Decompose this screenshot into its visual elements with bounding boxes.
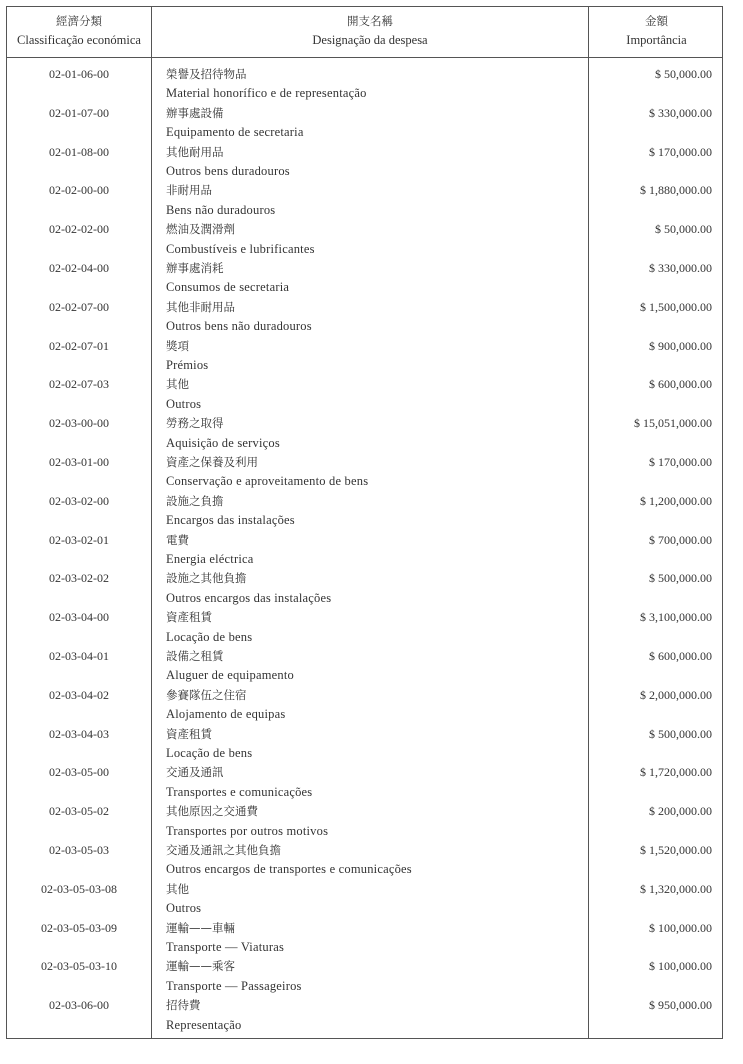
- amount: $ 900,000.00: [649, 338, 712, 353]
- designation-pt: Outros: [166, 396, 202, 411]
- designation-zh: 其他: [166, 881, 189, 896]
- designation: [166, 298, 586, 337]
- table-row: [7, 337, 722, 376]
- header-amount: [589, 12, 724, 50]
- designation-zh: 辦事處消耗: [166, 260, 224, 275]
- designation: [166, 337, 586, 376]
- designation: [166, 686, 586, 725]
- classification-code: 02-02-07-03: [49, 377, 109, 392]
- classification-code: 02-01-06-00: [49, 67, 109, 81]
- designation-pt: Representação: [166, 1017, 242, 1032]
- designation: [166, 841, 586, 880]
- amount: $ 950,000.00: [649, 998, 712, 1013]
- table-row: [7, 298, 722, 337]
- designation-zh: 其他耐用品: [166, 144, 224, 159]
- amount: $ 100,000.00: [649, 920, 712, 935]
- classification-code: 02-03-00-00: [49, 416, 109, 431]
- designation-pt: Consumos de secretaria: [166, 280, 290, 295]
- classification-code: 02-03-04-01: [49, 648, 109, 663]
- classification-code: 02-03-05-02: [49, 804, 109, 819]
- table-row: [7, 375, 722, 414]
- designation: [166, 181, 586, 220]
- classification-code: 02-02-04-00: [49, 260, 109, 275]
- amount: $ 500,000.00: [649, 571, 712, 586]
- amount: $ 100,000.00: [649, 959, 712, 974]
- designation-zh: 設備之租賃: [166, 648, 224, 663]
- table-row: [7, 880, 722, 919]
- designation-pt: Locação de bens: [166, 629, 253, 644]
- classification-code: 02-03-02-02: [49, 571, 109, 586]
- table-row: [7, 802, 722, 841]
- designation: [166, 725, 586, 764]
- designation: [166, 569, 586, 608]
- table-row: [7, 957, 722, 996]
- header-amount-zh: 金額: [645, 14, 668, 28]
- table-row: [7, 259, 722, 298]
- table-row: [7, 104, 722, 143]
- amount: $ 330,000.00: [649, 105, 712, 120]
- designation: [166, 996, 586, 1035]
- classification-code: 02-02-07-00: [49, 299, 109, 314]
- header-amount-pt: Importância: [626, 33, 687, 47]
- table-row: [7, 919, 722, 958]
- designation-zh: 交通及通訊: [166, 765, 224, 780]
- amount: $ 50,000.00: [655, 67, 712, 81]
- designation: [166, 492, 586, 531]
- table-row: [7, 181, 722, 220]
- designation-pt: Prémios: [166, 357, 209, 372]
- designation-pt: Material honorífico e de representação: [166, 86, 367, 101]
- classification-code: 02-03-05-03-09: [41, 920, 117, 935]
- table-row: [7, 65, 722, 104]
- designation: [166, 608, 586, 647]
- designation-pt: Energia eléctrica: [166, 551, 254, 566]
- amount: $ 700,000.00: [649, 532, 712, 547]
- classification-code: 02-03-05-03-10: [41, 959, 117, 974]
- designation-zh: 資產之保養及利用: [166, 454, 258, 469]
- designation-pt: Outros bens duradouros: [166, 164, 290, 178]
- designation-pt: Transportes e comunicações: [166, 784, 313, 799]
- designation-zh: 勞務之取得: [166, 416, 224, 431]
- designation-zh: 運輸——車輛: [166, 920, 235, 935]
- designation-zh: 資產租賃: [166, 610, 212, 625]
- designation-zh: 運輸——乘客: [166, 959, 235, 974]
- table-row: [7, 841, 722, 880]
- budget-table: [6, 6, 723, 1039]
- designation-zh: 其他非耐用品: [166, 299, 235, 314]
- designation-pt: Locação de bens: [166, 745, 253, 760]
- classification-code: 02-03-02-00: [49, 493, 109, 508]
- designation-zh: 招待費: [166, 998, 201, 1013]
- amount: $ 1,500,000.00: [640, 299, 712, 314]
- designation-zh: 獎項: [166, 338, 189, 353]
- table-row: [7, 531, 722, 570]
- amount: $ 1,200,000.00: [640, 493, 712, 508]
- amount: $ 1,320,000.00: [640, 881, 712, 896]
- table-row: [7, 220, 722, 259]
- amount: $ 600,000.00: [649, 648, 712, 663]
- classification-code: 02-01-08-00: [49, 144, 109, 159]
- classification-code: 02-03-06-00: [49, 998, 109, 1013]
- designation-pt: Conservação e aproveitamento de bens: [166, 474, 369, 489]
- header-designation-pt: Designação da despesa: [312, 33, 428, 47]
- designation-pt: Equipamento de secretaria: [166, 125, 304, 140]
- designation: [166, 143, 586, 182]
- designation-pt: Alojamento de equipas: [166, 707, 286, 722]
- designation-pt: Encargos das instalações: [166, 513, 295, 528]
- designation-pt: Outros encargos de transportes e comunicações: [166, 862, 412, 877]
- designation-zh: 參賽隊伍之住宿: [166, 687, 247, 702]
- table-row: [7, 453, 722, 492]
- designation: [166, 957, 586, 996]
- classification-code: 02-01-07-00: [49, 105, 109, 120]
- designation-pt: Outros: [166, 901, 202, 916]
- designation: [166, 531, 586, 570]
- designation: [166, 65, 586, 104]
- table-row: [7, 608, 722, 647]
- table-row: [7, 143, 722, 182]
- table-row: [7, 492, 722, 531]
- designation-zh: 榮譽及招待物品: [166, 67, 247, 81]
- designation-pt: Outros bens não duradouros: [166, 319, 312, 334]
- classification-code: 02-03-04-00: [49, 610, 109, 625]
- designation-zh: 燃油及潤滑劑: [166, 222, 235, 237]
- designation-pt: Outros encargos das instalações: [166, 590, 332, 605]
- designation: [166, 259, 586, 298]
- designation: [166, 802, 586, 841]
- designation: [166, 880, 586, 919]
- classification-code: 02-03-05-00: [49, 765, 109, 780]
- amount: $ 600,000.00: [649, 377, 712, 392]
- designation-zh: 辦事處設備: [166, 105, 224, 120]
- amount: $ 1,720,000.00: [640, 765, 712, 780]
- amount: $ 170,000.00: [649, 454, 712, 469]
- table-row: [7, 569, 722, 608]
- designation-pt: Bens não duradouros: [166, 202, 276, 217]
- designation: [166, 414, 586, 453]
- designation-zh: 設施之其他負擔: [166, 571, 247, 586]
- header-classification: [7, 12, 151, 50]
- designation: [166, 763, 586, 802]
- table-body: [7, 65, 722, 1035]
- designation-pt: Transporte — Passageiros: [166, 978, 302, 993]
- designation: [166, 104, 586, 143]
- header-classification-zh: 經濟分類: [56, 14, 102, 28]
- classification-code: 02-03-04-02: [49, 687, 109, 702]
- amount: $ 1,520,000.00: [640, 842, 712, 857]
- amount: $ 1,880,000.00: [640, 183, 712, 198]
- designation: [166, 647, 586, 686]
- header-classification-pt: Classificação económica: [17, 33, 141, 47]
- designation-zh: 交通及通訊之其他負擔: [166, 842, 281, 857]
- amount: $ 15,051,000.00: [634, 416, 712, 431]
- amount: $ 330,000.00: [649, 260, 712, 275]
- designation-pt: Combustíveis e lubrificantes: [166, 241, 315, 256]
- classification-code: 02-02-02-00: [49, 222, 109, 237]
- table-row: [7, 763, 722, 802]
- header-designation: [152, 12, 588, 50]
- amount: $ 170,000.00: [649, 144, 712, 159]
- amount: $ 200,000.00: [649, 804, 712, 819]
- designation-zh: 資產租賃: [166, 726, 212, 741]
- table-row: [7, 996, 722, 1035]
- classification-code: 02-02-07-01: [49, 338, 109, 353]
- table-row: [7, 686, 722, 725]
- classification-code: 02-03-01-00: [49, 454, 109, 469]
- amount: $ 3,100,000.00: [640, 610, 712, 625]
- designation-pt: Transporte — Viaturas: [166, 939, 285, 954]
- table-row: [7, 414, 722, 453]
- classification-code: 02-03-02-01: [49, 532, 109, 547]
- amount: $ 2,000,000.00: [640, 687, 712, 702]
- table-row: [7, 647, 722, 686]
- designation-zh: 設施之負擔: [166, 493, 224, 508]
- table-row: [7, 725, 722, 764]
- designation: [166, 919, 586, 958]
- designation: [166, 220, 586, 259]
- header-divider: [7, 57, 722, 58]
- designation: [166, 453, 586, 492]
- classification-code: 02-03-05-03: [49, 842, 109, 857]
- designation-zh: 其他原因之交通費: [166, 804, 258, 819]
- amount: $ 500,000.00: [649, 726, 712, 741]
- header-designation-zh: 開支名稱: [347, 14, 393, 28]
- designation-pt: Aluguer de equipamento: [166, 668, 294, 683]
- classification-code: 02-02-00-00: [49, 183, 109, 198]
- designation-pt: Transportes por outros motivos: [166, 823, 329, 838]
- designation: [166, 375, 586, 414]
- classification-code: 02-03-05-03-08: [41, 881, 117, 896]
- classification-code: 02-03-04-03: [49, 726, 109, 741]
- designation-zh: 其他: [166, 377, 189, 392]
- designation-zh: 電費: [166, 532, 189, 547]
- amount: $ 50,000.00: [655, 222, 712, 237]
- designation-pt: Aquisição de serviços: [166, 435, 280, 450]
- designation-zh: 非耐用品: [166, 183, 212, 198]
